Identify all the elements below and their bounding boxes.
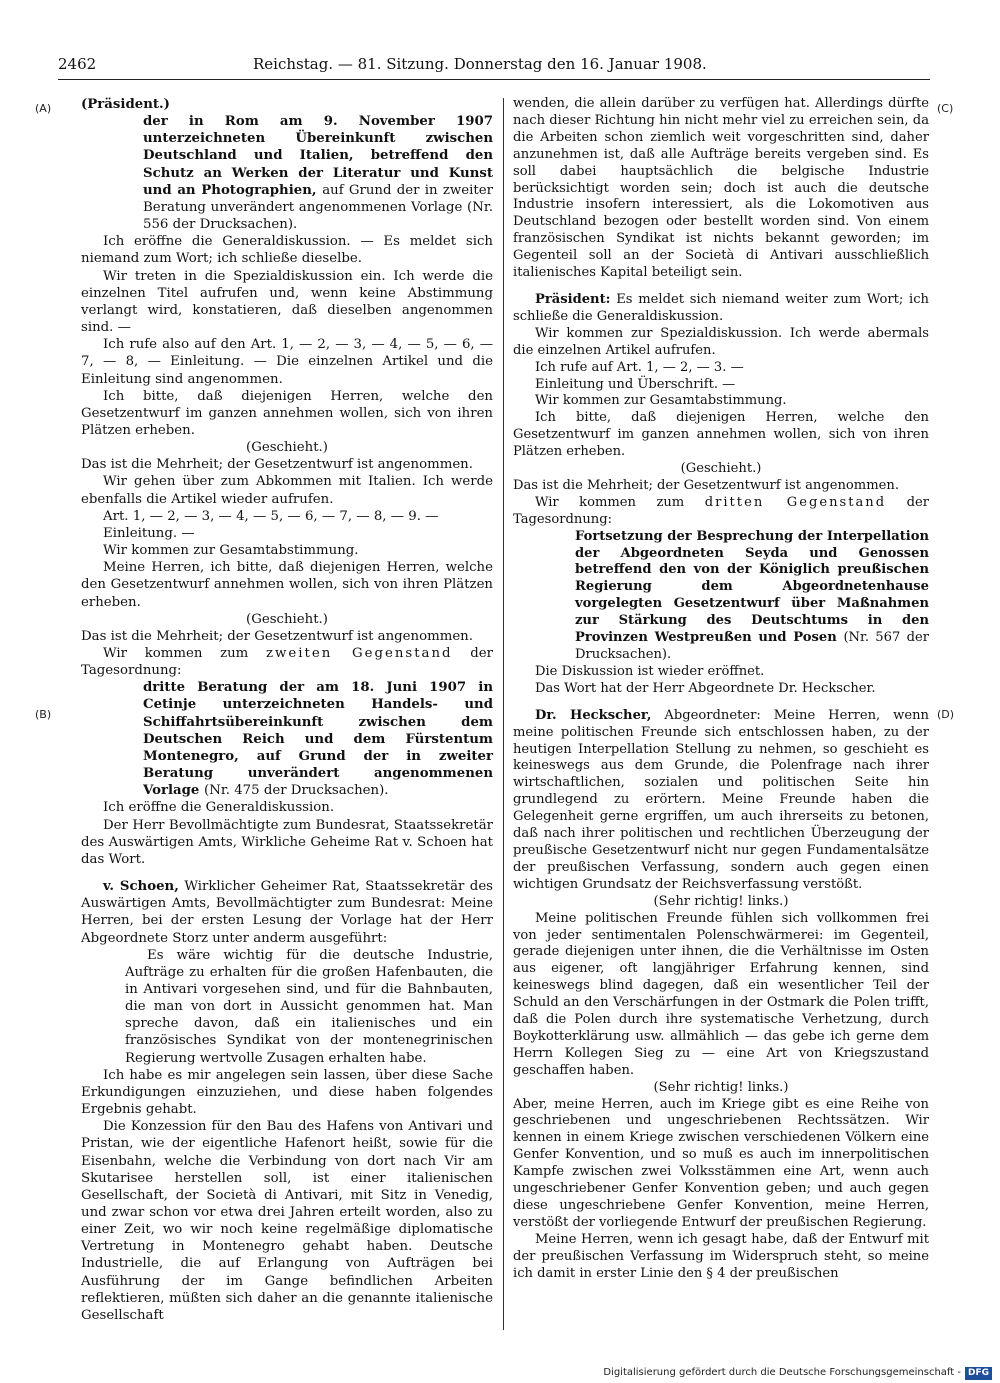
text-run: der Tagesordnung:: [81, 646, 493, 679]
speech-opening: [513, 708, 929, 894]
paragraph: Die Konzession für den Bau des Hafens von Antivari und Pristan, wie der eigentliche Hafenort heißt, sowie für die Eisenbahn, welche die Verbindung von dort nach Vir am Skutarisee herstellen soll, ist einer italienischen Gesellschaft, der Società di Antivari, mit Sitz in Venedig, und zwar schon vor etwa drei Jahren erteilt worden, also zu einer Zeit, wo wir noch keine regelmäßige diplomatische Vertretung in Montenegro gehabt haben. Deutsche Industrielle, die auf Erlangung von Aufträgen bei Ausführung der im Gange befindlichen Arbeiten reflektieren, müßten sich daher an die genannte italienische Gesellschaft: [81, 1119, 493, 1323]
agenda-ordinal: zweiten Gegenstand: [265, 646, 453, 661]
agenda-item-title: Fortsetzung der Besprechung der Interpellation der Abgeordneten Seyda und Genossen betreffend den von der Königlich preußischen Regierung dem Abgeordnetenhause vorgelegten Gesetzentwurf über Maßnahmen zur Stärkung des Deutschtums in den Provinzen Westpreußen und Posen: [575, 528, 929, 646]
speaker-name: v. Schoen,: [103, 879, 179, 895]
paragraph: Wir kommen zur Spezialdiskussion. Ich werde abermals die einzelnen Artikel aufrufen.: [513, 325, 929, 358]
agenda-ordinal: dritten Gegenstand: [704, 494, 887, 510]
agenda-item: [143, 679, 493, 799]
paragraph: Das ist die Mehrheit; der Gesetzentwurf ist angenommen.: [81, 628, 473, 644]
paragraph: Ich rufe auf Art. 1, — 2, — 3. —: [535, 359, 744, 375]
column-divider: [503, 98, 504, 1330]
paragraph: Ich eröffne die Generaldiskussion. — Es meldet sich niemand zum Wort; ich schließe dieselbe.: [81, 234, 493, 267]
paragraph: Wir kommen zur Gesamtabstimmung.: [535, 393, 787, 409]
paragraph: Einleitung und Überschrift. —: [535, 376, 736, 392]
quotation: Es wäre wichtig für die deutsche Industrie, Aufträge zu erhalten für die großen Hafenbauten, die in Antivari vorgesehen sind, und für die Bahnbauten, die man von dort in Aussicht genommen hat. Man spreche davon, daß ein italienisches und ein französisches Syndikat von der montenegrinischen Regierung wertvolle Zusagen erhalten habe.: [125, 947, 493, 1066]
page-header: [58, 50, 930, 78]
paragraph: Ich rufe also auf den Art. 1, — 2, — 3, — 4, — 5, — 6, — 7, — 8, — Einleitung. — Die einzelnen Artikel und die Einleitung sind angenommen.: [81, 337, 493, 387]
text-run: Wirklicher Geheimer Rat, Staatssekretär des Auswärtigen Amts, Bevollmächtigter zum Bundesrat: Meine Herren, bei der ersten Lesung der Vorlage hat der Herr Abgeordnete Storz unter anderm ausgeführt:: [81, 879, 494, 946]
paragraph: Ich bitte, daß diejenigen Herren, welche den Gesetzentwurf im ganzen annehmen wollen, sich von ihren Plätzen erheben.: [81, 388, 493, 438]
text-run: Wir kommen zum: [103, 646, 249, 661]
margin-marker-d: (D): [937, 708, 955, 721]
paragraph: Aber, meine Herren, auch im Kriege gibt es eine Reihe von geschriebenen und ungeschriebenen Rechtssätzen. Wir kennen in einem Kriege zwischen verschiedenen Völkern eine Genfer Konvention, und so muß es auch im innerpolitischen Kampfe zwischen zwei Volksstämmen eine Art, wenn auch ungeschriebener Genfer Konvention geben; und auch gegen diese ungeschriebene Genfer Konvention, meine Herren, verstößt der vorliegende Entwurf der preußischen Regierung.: [513, 1096, 929, 1230]
paragraph: Das ist die Mehrheit; der Gesetzentwurf ist angenommen.: [81, 457, 473, 473]
agenda-item-reference: (Nr. 567 der Drucksachen).: [575, 630, 930, 662]
agenda-item-reference: (Nr. 475 der Drucksachen).: [204, 783, 389, 799]
procedural-note: (Geschieht.): [680, 461, 762, 477]
text-run: Abgeordneter: Meine Herren, wenn meine politischen Freunde sich entschlossen haben, zu der heutigen Interpellation Stellung zu nehmen, so geschieht es keineswegs aus dem Grunde, die Polenfrage nach ihrer wirtschaftlichen, sozialen und politischen Seite hin grundlegend zu erörtern. Meine Freunde haben die Gelegenheit gerne ergriffen, um auch ihrerseits zu betonen, daß nach ihrer politischen und rechtlichen Überzeugung der preußische Gesetzentwurf nicht nur gegen Fundamentalsätze der preußischen Verfassung, sondern auch gegen einen wichtigen Grundsatz der Reichsverfassung verstößt.: [513, 707, 929, 892]
dfg-logo: DFG: [965, 1367, 992, 1380]
speech-opening: [81, 878, 493, 947]
speaker-name: Präsident:: [535, 291, 611, 307]
paragraph: Ich eröffne die Generaldiskussion.: [103, 800, 335, 816]
speech-opening: [513, 292, 929, 326]
page-number: 2462: [58, 55, 97, 73]
credit-text: Digitalisierung gefördert durch die Deutsche Forschungsgemeinschaft -: [603, 1367, 961, 1378]
agenda-item-title: dritte Beratung der am 18. Juni 1907 in Cetinje unterzeichneten Handels- und Schiffahrtsübereinkunft zwischen dem Deutschen Reich und dem Fürstentum Montenegro, auf Grund der in zweiter Beratung unverändert angenommenen Vorlage: [143, 680, 493, 799]
procedural-note: (Geschieht.): [246, 440, 328, 456]
speaker-name: Dr. Heckscher,: [535, 707, 652, 723]
paragraph: Das ist die Mehrheit; der Gesetzentwurf ist angenommen.: [513, 477, 899, 493]
interjection: (Sehr richtig! links.): [653, 893, 789, 909]
text-run: Es meldet sich niemand weiter zum Wort; ich schließe die Generaldiskussion.: [513, 291, 929, 324]
paragraph: Der Herr Bevollmächtigte zum Bundesrat, Staatssekretär des Auswärtigen Amts, Wirkliche Geheime Rat v. Schoen hat das Wort.: [81, 817, 493, 867]
procedural-note: (Geschieht.): [246, 611, 328, 627]
margin-marker-b: (B): [35, 708, 52, 721]
paragraph: Einleitung. —: [103, 525, 195, 541]
paragraph: Das Wort hat der Herr Abgeordnete Dr. Heckscher.: [535, 680, 876, 696]
text-run: der Tagesordnung:: [513, 494, 929, 527]
paragraph: Die Diskussion ist wieder eröffnet.: [535, 663, 765, 679]
header-rule: [58, 79, 930, 80]
left-column: [81, 96, 493, 1324]
paragraph: Ich habe es mir angelegen sein lassen, über diese Sache Erkundigungen einzuziehen, und diese haben folgendes Ergebnis gehabt.: [81, 1067, 493, 1118]
digitization-credit: [603, 1366, 992, 1380]
paragraph: Ich bitte, daß diejenigen Herren, welche den Gesetzentwurf im ganzen annehmen wollen, sich von ihren Plätzen erheben.: [513, 410, 929, 460]
agenda-item: [575, 529, 929, 664]
paragraph: wenden, die allein darüber zu verfügen hat. Allerdings dürfte nach dieser Richtung hin nicht mehr viel zu erreichen sein, da die Arbeiten schon ziemlich weit vorgeschritten sind, daher anzunehmen ist, daß alle Aufträge bereits vergeben sind. Es soll dabei hauptsächlich die belgische Industrie berücksichtigt worden sein; doch ist auch die deutsche Industrie insofern interessiert, als die Lokomotiven aus Deutschland bezogen oder bestellt worden sind. Von einem französischen Syndikat ist nichts bekannt geworden; im Gegenteil soll an der Società di Antivari ausschließlich italienisches Kapital beteiligt sein.: [513, 96, 929, 281]
paragraph: Wir kommen zur Gesamtabstimmung.: [103, 543, 359, 559]
margin-marker-a: (A): [35, 102, 52, 115]
margin-marker-c: (C): [937, 102, 954, 115]
speaker-label: (Präsident.): [81, 97, 170, 112]
paragraph: [81, 645, 493, 679]
paragraph: Art. 1, — 2, — 3, — 4, — 5, — 6, — 7, — 8, — 9. —: [103, 508, 439, 524]
text-run: Wir kommen zum: [535, 494, 685, 510]
paragraph: Wir gehen über zum Abkommen mit Italien. Ich werde ebenfalls die Artikel wieder aufrufen.: [81, 474, 493, 507]
agenda-item: [143, 113, 493, 233]
paragraph: [513, 495, 929, 529]
agenda-item-reference: auf Grund der in zweiter Beratung unverändert angenommenen Vorlage (Nr. 556 der Drucksachen).: [143, 182, 493, 233]
interjection: (Sehr richtig! links.): [653, 1079, 789, 1095]
running-title: Reichstag. — 81. Sitzung. Donnerstag den 16. Januar 1908.: [253, 55, 707, 73]
right-column: [513, 96, 929, 1283]
paragraph: Wir treten in die Spezialdiskussion ein. Ich werde die einzelnen Titel aufrufen und, wenn keine Abstimmung verlangt wird, konstatieren, daß dieselben angenommen sind. —: [81, 268, 493, 336]
paragraph: Meine Herren, ich bitte, daß diejenigen Herren, welche den Gesetzentwurf annehmen wollen, sich von ihren Plätzen erheben.: [81, 560, 493, 610]
paragraph: Meine politischen Freunde fühlen sich vollkommen frei von jeder sentimentalen Polenschwärmerei: im Gegenteil, gerade diejenigen unter ihnen, die die Verhältnisse im Osten aus eigener, oft langjähriger Erfahrung kennen, sind keineswegs blind dagegen, daß ein wesentlicher Teil der Schuld an den Verschärfungen in der Ostmark die Polen trifft, daß die Polen durch ihre systematische Verhetzung, durch Boykotterklärung usw. allmählich — das gebe ich gerne dem Herrn Kollegen Sieg zu — eine Art von Kriegszustand geschaffen haben.: [513, 910, 929, 1078]
agenda-item-title: der in Rom am 9. November 1907 unterzeichneten Übereinkunft zwischen Deutschland und Italien, betreffend den Schutz an Werken der Literatur und Kunst und an Photographien,: [143, 114, 493, 198]
paragraph: Meine Herren, wenn ich gesagt habe, daß der Entwurf mit der preußischen Verfassung im Widerspruch steht, so meine ich damit in erster Linie den § 4 der preußischen: [513, 1231, 929, 1281]
